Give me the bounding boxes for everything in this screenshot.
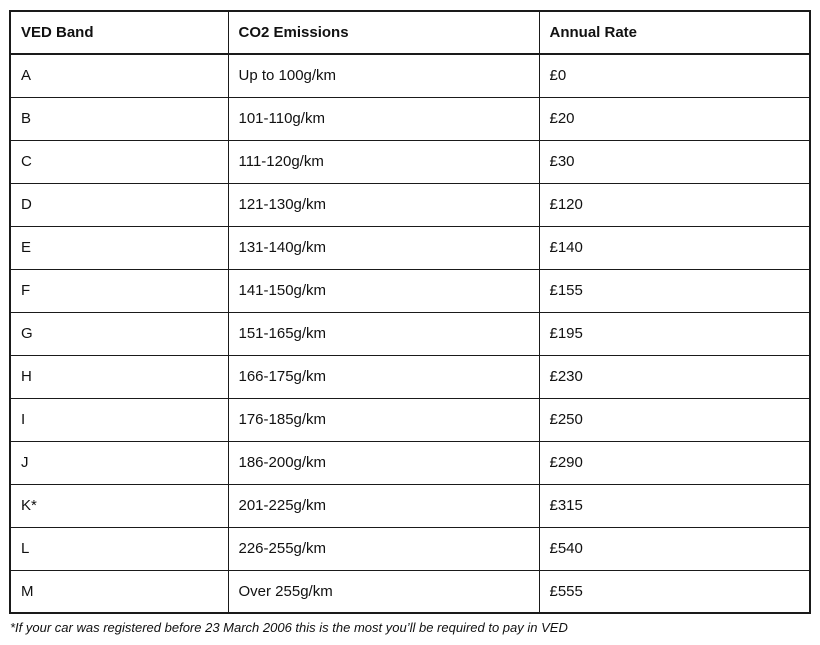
table-row [10, 484, 810, 527]
cell-annual-rate: £0 [539, 54, 810, 97]
cell-annual-rate: £540 [539, 527, 810, 570]
table-row [10, 226, 810, 269]
table-row [10, 312, 810, 355]
table-row [10, 183, 810, 226]
table-body [10, 54, 810, 613]
cell-co2-emissions: 176-185g/km [228, 398, 539, 441]
cell-annual-rate: £230 [539, 355, 810, 398]
cell-ved-band: B [10, 97, 228, 140]
header-annual-rate: Annual Rate [539, 11, 810, 54]
cell-co2-emissions: 226-255g/km [228, 527, 539, 570]
cell-ved-band: G [10, 312, 228, 355]
cell-annual-rate: £250 [539, 398, 810, 441]
table-row [10, 570, 810, 613]
cell-annual-rate: £140 [539, 226, 810, 269]
ved-rates-table [9, 10, 811, 614]
cell-co2-emissions: Over 255g/km [228, 570, 539, 613]
cell-annual-rate: £155 [539, 269, 810, 312]
cell-ved-band: F [10, 269, 228, 312]
cell-annual-rate: £315 [539, 484, 810, 527]
header-co2-emissions: CO2 Emissions [228, 11, 539, 54]
cell-ved-band: J [10, 441, 228, 484]
cell-co2-emissions: 201-225g/km [228, 484, 539, 527]
cell-annual-rate: £120 [539, 183, 810, 226]
table-row [10, 398, 810, 441]
header-ved-band: VED Band [10, 11, 228, 54]
cell-annual-rate: £30 [539, 140, 810, 183]
table-row [10, 269, 810, 312]
table-row [10, 527, 810, 570]
table-row [10, 97, 810, 140]
cell-annual-rate: £195 [539, 312, 810, 355]
cell-co2-emissions: 111-120g/km [228, 140, 539, 183]
cell-co2-emissions: 166-175g/km [228, 355, 539, 398]
cell-annual-rate: £20 [539, 97, 810, 140]
cell-ved-band: H [10, 355, 228, 398]
cell-co2-emissions: 101-110g/km [228, 97, 539, 140]
cell-ved-band: D [10, 183, 228, 226]
cell-ved-band: E [10, 226, 228, 269]
cell-ved-band: I [10, 398, 228, 441]
cell-co2-emissions: 121-130g/km [228, 183, 539, 226]
cell-co2-emissions: Up to 100g/km [228, 54, 539, 97]
table-row [10, 54, 810, 97]
cell-ved-band: C [10, 140, 228, 183]
footnote: *If your car was registered before 23 March 2006 this is the most you’ll be required to pay in VED [10, 620, 568, 635]
table-row [10, 140, 810, 183]
table-header-row [10, 11, 810, 54]
cell-ved-band: M [10, 570, 228, 613]
cell-ved-band: A [10, 54, 228, 97]
table-row [10, 441, 810, 484]
cell-ved-band: L [10, 527, 228, 570]
cell-annual-rate: £290 [539, 441, 810, 484]
cell-ved-band: K* [10, 484, 228, 527]
cell-annual-rate: £555 [539, 570, 810, 613]
table-row [10, 355, 810, 398]
cell-co2-emissions: 186-200g/km [228, 441, 539, 484]
cell-co2-emissions: 141-150g/km [228, 269, 539, 312]
cell-co2-emissions: 131-140g/km [228, 226, 539, 269]
cell-co2-emissions: 151-165g/km [228, 312, 539, 355]
